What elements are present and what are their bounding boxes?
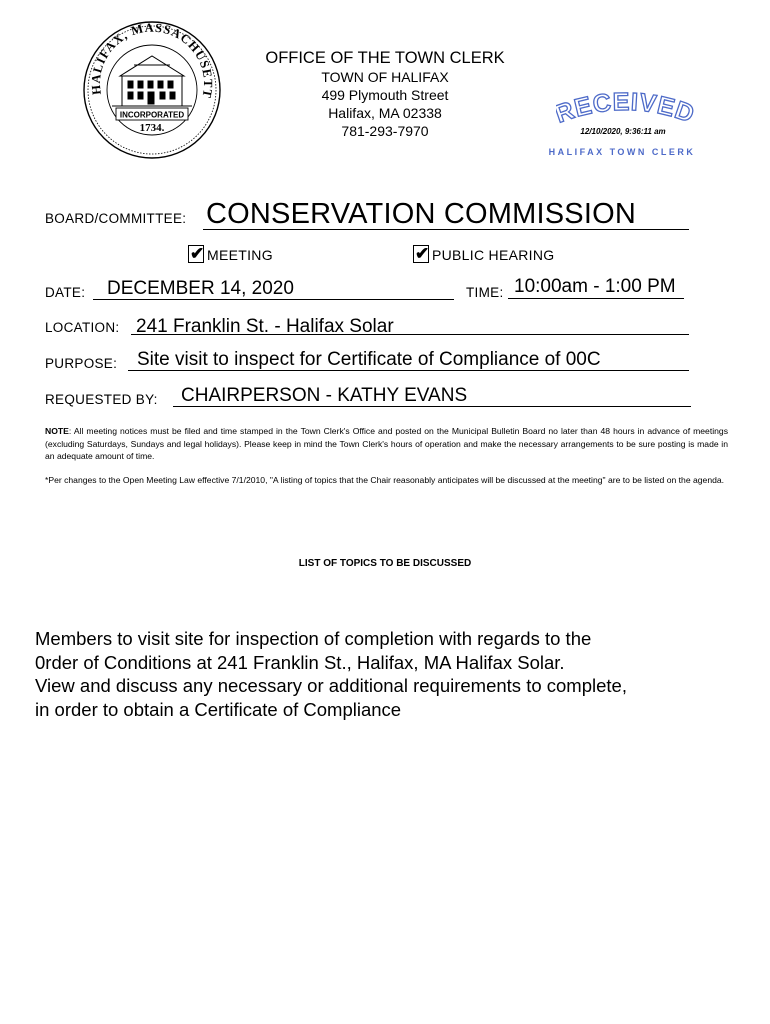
requested-by-value[interactable]: CHAIRPERSON - KATHY EVANS — [181, 385, 468, 406]
board-value[interactable]: CONSERVATION COMMISSION — [206, 198, 636, 230]
time-line — [508, 298, 684, 299]
seal-incorporated: INCORPORATED — [119, 110, 185, 120]
date-value[interactable]: DECEMBER 14, 2020 — [107, 278, 294, 299]
check-icon: ✔ — [190, 244, 205, 263]
seal-year: 1734. — [139, 122, 165, 134]
date-line — [93, 299, 454, 300]
requested-by-label: REQUESTED BY: — [45, 392, 158, 407]
topic-line: in order to obtain a Certificate of Compliance — [35, 698, 402, 720]
seal-outer-text: HALIFAX, MASSACHUSETT — [88, 20, 216, 100]
street-address: 499 Plymouth Street — [321, 87, 449, 103]
meetinghouse-icon — [112, 56, 192, 106]
note-text: : All meeting notices must be filed and time stamped in the Town Clerk's Office and posted on the Municipal Bulletin Board no later than 48 hours in advance of meetings (excluding Saturdays, Sundays and legal holidays). Please keep in mind the Town Clerk's hours of operation and make the necessary arrangements to be sure posting is made in an adequate amount of time. — [45, 426, 728, 461]
meeting-label: MEETING — [207, 247, 273, 263]
check-icon: ✔ — [415, 244, 430, 263]
topic-line: 0rder of Conditions at 241 Franklin St., Halifax, MA Halifax Solar. — [35, 651, 565, 673]
date-label: DATE: — [45, 285, 86, 300]
received-stamp-word: ECEIVE — [571, 88, 679, 123]
received-office: HALIFAX TOWN CLERK — [548, 147, 696, 157]
location-value[interactable]: 241 Franklin St. - Halifax Solar — [136, 316, 394, 337]
town-seal — [82, 20, 222, 160]
purpose-value[interactable]: Site visit to inspect for Certificate of Compliance of 00C — [137, 349, 601, 370]
city-address: Halifax, MA 02338 — [328, 105, 442, 121]
time-value[interactable]: 10:00am - 1:00 PM — [514, 277, 676, 296]
topics-heading: LIST OF TOPICS TO BE DISCUSSED — [298, 558, 472, 569]
time-label: TIME: — [466, 285, 504, 300]
posting-note — [45, 425, 728, 463]
received-stamp — [556, 88, 694, 128]
open-meeting-law-note: *Per changes to the Open Meeting Law effective 7/1/2010, "A listing of topics that the Chair reasonably anticipates will be discussed at the meeting" are to be listed on the agenda. — [45, 475, 725, 485]
note-label: NOTE — [45, 426, 69, 436]
topics-list — [35, 627, 735, 721]
topic-line: Members to visit site for inspection of completion with regards to the — [35, 628, 592, 649]
board-label: BOARD/COMMITTEE: — [45, 211, 187, 226]
phone-number: 781-293-7970 — [341, 123, 429, 139]
purpose-label: PURPOSE: — [45, 356, 118, 371]
requested-by-line — [173, 406, 691, 407]
purpose-line — [128, 370, 689, 371]
location-label: LOCATION: — [45, 320, 120, 335]
town-name: TOWN OF HALIFAX — [321, 69, 449, 85]
public-hearing-label: PUBLIC HEARING — [432, 247, 555, 263]
topic-line: View and discuss any necessary or additional requirements to complete, — [35, 675, 627, 696]
office-title: OFFICE OF THE TOWN CLERK — [265, 49, 505, 67]
meeting-checkbox[interactable] — [188, 245, 204, 263]
received-datetime: 12/10/2020, 9:36:11 am — [580, 127, 666, 136]
public-hearing-checkbox[interactable] — [413, 245, 429, 263]
